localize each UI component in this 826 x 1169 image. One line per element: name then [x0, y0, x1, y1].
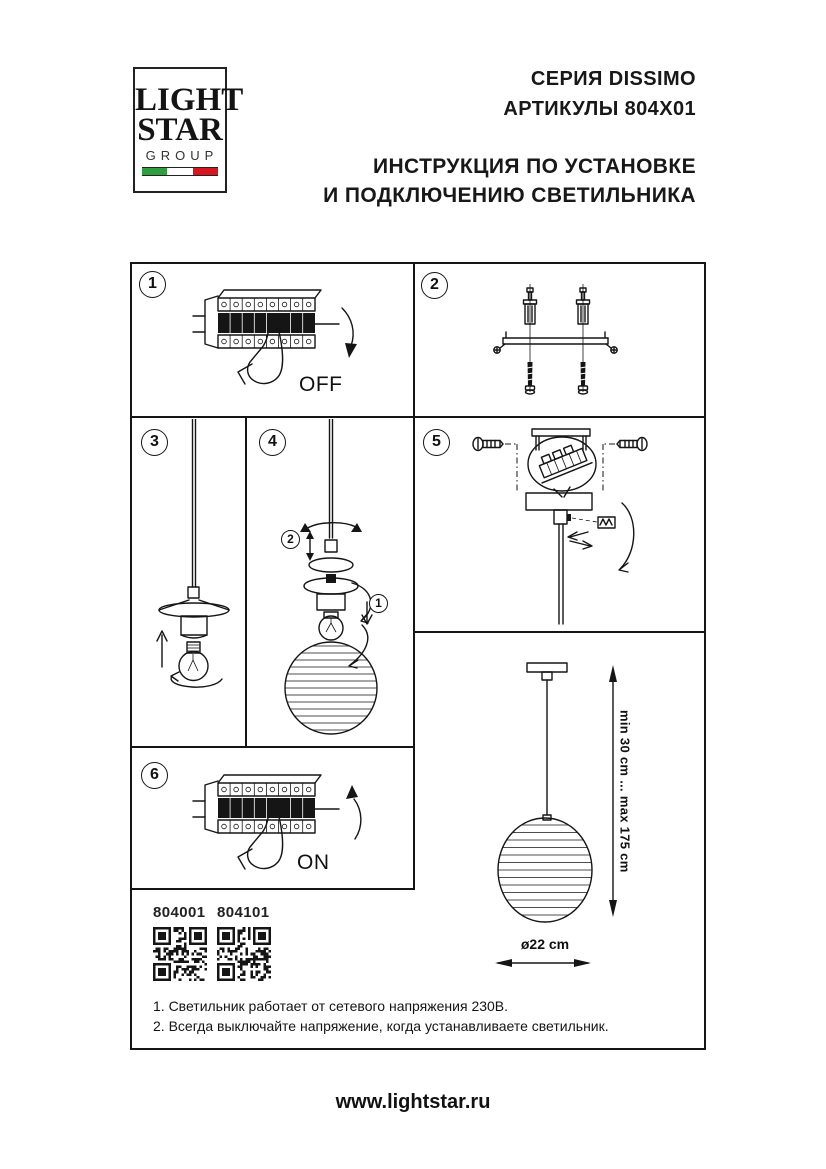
article-code-804101: 804101 — [217, 904, 270, 921]
horizontal-divider-step6-top — [130, 746, 415, 748]
website-url: www.lightstar.ru — [335, 1091, 491, 1113]
step-5-number: 5 — [423, 429, 450, 456]
step-3-number: 3 — [141, 429, 168, 456]
step-6-number: 6 — [141, 762, 168, 789]
step-4-shade-assembly-illustration — [248, 419, 414, 745]
logo-text-star: STAR — [137, 112, 223, 148]
flag-white-segment — [167, 168, 192, 175]
diameter-dimension: ø22 cm — [520, 936, 570, 952]
suspension-height-dimension: min 30 cm ... max 175 cm — [617, 709, 633, 873]
finished-lamp-dimension-drawing — [416, 634, 704, 1048]
step-4-marker-height-adjust: 2 — [281, 530, 300, 549]
qr-code-804001 — [153, 927, 207, 981]
step-3-bulb-install-illustration — [132, 419, 244, 745]
horizontal-divider-row1 — [130, 416, 706, 418]
step-1-breaker-off-illustration — [192, 282, 398, 410]
step-1-number: 1 — [139, 271, 166, 298]
safety-notes — [153, 996, 609, 1036]
logo-text-light: LIGHT — [135, 82, 244, 118]
step-4-number: 4 — [259, 429, 286, 456]
step-5-canopy-fixing-illustration — [416, 419, 704, 630]
step-2-mounting-kit-illustration — [420, 272, 706, 415]
note-line-2: 2. Всегда выключайте напряжение, когда устанавливаете светильник. — [153, 1018, 609, 1034]
italian-flag-bar — [142, 167, 218, 176]
horizontal-divider-step6-bottom — [130, 888, 415, 890]
vertical-divider-steps34 — [245, 417, 247, 747]
document-title-block — [323, 64, 696, 211]
note-line-1: 1. Светильник работает от сетевого напряжения 230В. — [153, 998, 509, 1014]
step-2-number: 2 — [421, 272, 448, 299]
qr-code-804101 — [217, 927, 271, 981]
step-4-marker-insert: 1 — [369, 594, 388, 613]
lightstar-logo — [133, 67, 244, 193]
logo-text-group: GROUP — [145, 148, 219, 163]
step-6-breaker-on-illustration — [192, 767, 398, 887]
flag-red-segment — [193, 168, 218, 175]
article-code-804001: 804001 — [153, 904, 206, 921]
instruction-title-line2: И ПОДКЛЮЧЕНИЮ СВЕТИЛЬНИКА — [323, 184, 696, 207]
step-1-off-label: OFF — [299, 373, 343, 396]
horizontal-divider-step5 — [413, 631, 706, 633]
flag-green-segment — [142, 168, 167, 175]
step-6-on-label: ON — [297, 851, 330, 874]
articles-title: АРТИКУЛЫ 804X01 — [503, 98, 696, 120]
instruction-title-line1: ИНСТРУКЦИЯ ПО УСТАНОВКЕ — [372, 155, 696, 178]
series-title: СЕРИЯ DISSIMO — [530, 68, 696, 90]
